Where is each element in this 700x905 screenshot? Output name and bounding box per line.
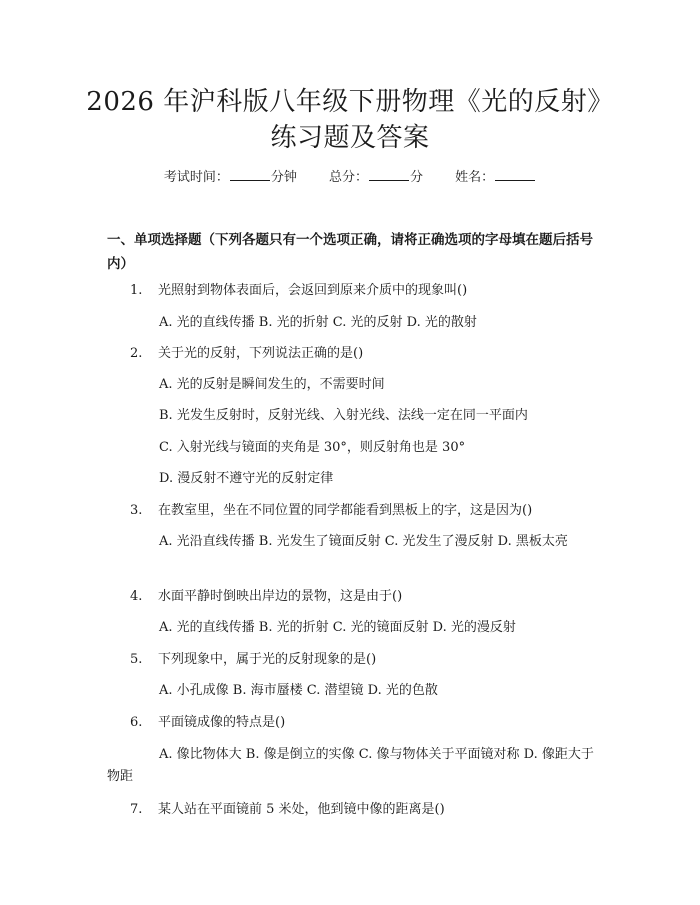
question-options: A. 小孔成像 B. 海市蜃楼 C. 潜望镜 D. 光的色散 <box>159 683 438 698</box>
question-number: 7. <box>130 802 143 817</box>
question-text: 关于光的反射，下列说法正确的是() <box>158 346 364 361</box>
student-name-field <box>455 170 536 185</box>
student-name-blank <box>495 166 535 181</box>
section-heading: 一、单项选择题（下列各题只有一个选项正确，请将正确选项的字母填在题后括号内） <box>107 232 593 272</box>
question-item <box>130 649 600 671</box>
question-item <box>130 586 600 608</box>
question-text: 某人站在平面镜前 5 米处，他到镜中像的距离是() <box>158 802 445 817</box>
student-name-label: 姓名： <box>455 170 495 185</box>
question-text: 下列现象中，属于光的反射现象的是() <box>158 652 377 667</box>
exam-time-field <box>164 170 297 185</box>
question-item <box>130 280 600 302</box>
question-text: 在教室里，坐在不同位置的同学都能看到黑板上的字，这是因为() <box>158 503 533 518</box>
exam-info-line <box>0 166 700 189</box>
question-item <box>130 500 600 522</box>
question-number: 3. <box>130 503 143 518</box>
question-option: B. 光发生反射时，反射光线、入射光线、法线一定在同一平面内 <box>159 408 528 423</box>
total-score-field <box>329 170 423 185</box>
document-title-line-2: 练习题及答案 <box>270 123 430 153</box>
total-score-unit: 分 <box>410 170 424 185</box>
question-options: A. 光的直线传播 B. 光的折射 C. 光的反射 D. 光的散射 <box>159 315 477 330</box>
question-number: 5. <box>130 652 143 667</box>
question-number: 4. <box>130 589 143 604</box>
question-item <box>130 799 600 821</box>
question-option: A. 光的反射是瞬间发生的，不需要时间 <box>159 377 385 392</box>
question-options: A. 光沿直线传播 B. 光发生了镜面反射 C. 光发生了漫反射 D. 黑板太亮 <box>159 534 568 549</box>
question-text: 光照射到物体表面后，会返回到原来介质中的现象叫() <box>158 283 468 298</box>
question-options: A. 光的直线传播 B. 光的折射 C. 光的镜面反射 D. 光的漫反射 <box>159 620 516 635</box>
question-option: C. 入射光线与镜面的夹角是 30°，则反射角也是 30° <box>159 440 466 455</box>
exam-time-blank <box>230 166 270 181</box>
question-text: 水面平静时倒映出岸边的景物，这是由于() <box>158 589 403 604</box>
exam-time-unit: 分钟 <box>270 170 297 185</box>
question-number: 1. <box>130 283 143 298</box>
question-number: 2. <box>130 346 143 361</box>
exam-time-label: 考试时间： <box>163 170 229 185</box>
question-item <box>130 712 600 734</box>
question-text: 平面镜成像的特点是() <box>158 715 286 730</box>
total-score-label: 总分： <box>328 170 368 185</box>
question-options: A. 像比物体大 B. 像是倒立的实像 C. 像与物体关于平面镜对称 D. 像距大于物距 <box>107 747 594 784</box>
total-score-blank <box>369 166 409 181</box>
question-option: D. 漫反射不遵守光的反射定律 <box>159 471 334 486</box>
question-number: 6. <box>130 715 143 730</box>
question-item <box>130 343 600 365</box>
document-title-line-1: 2026 年沪科版八年级下册物理《光的反射》 <box>86 87 614 117</box>
